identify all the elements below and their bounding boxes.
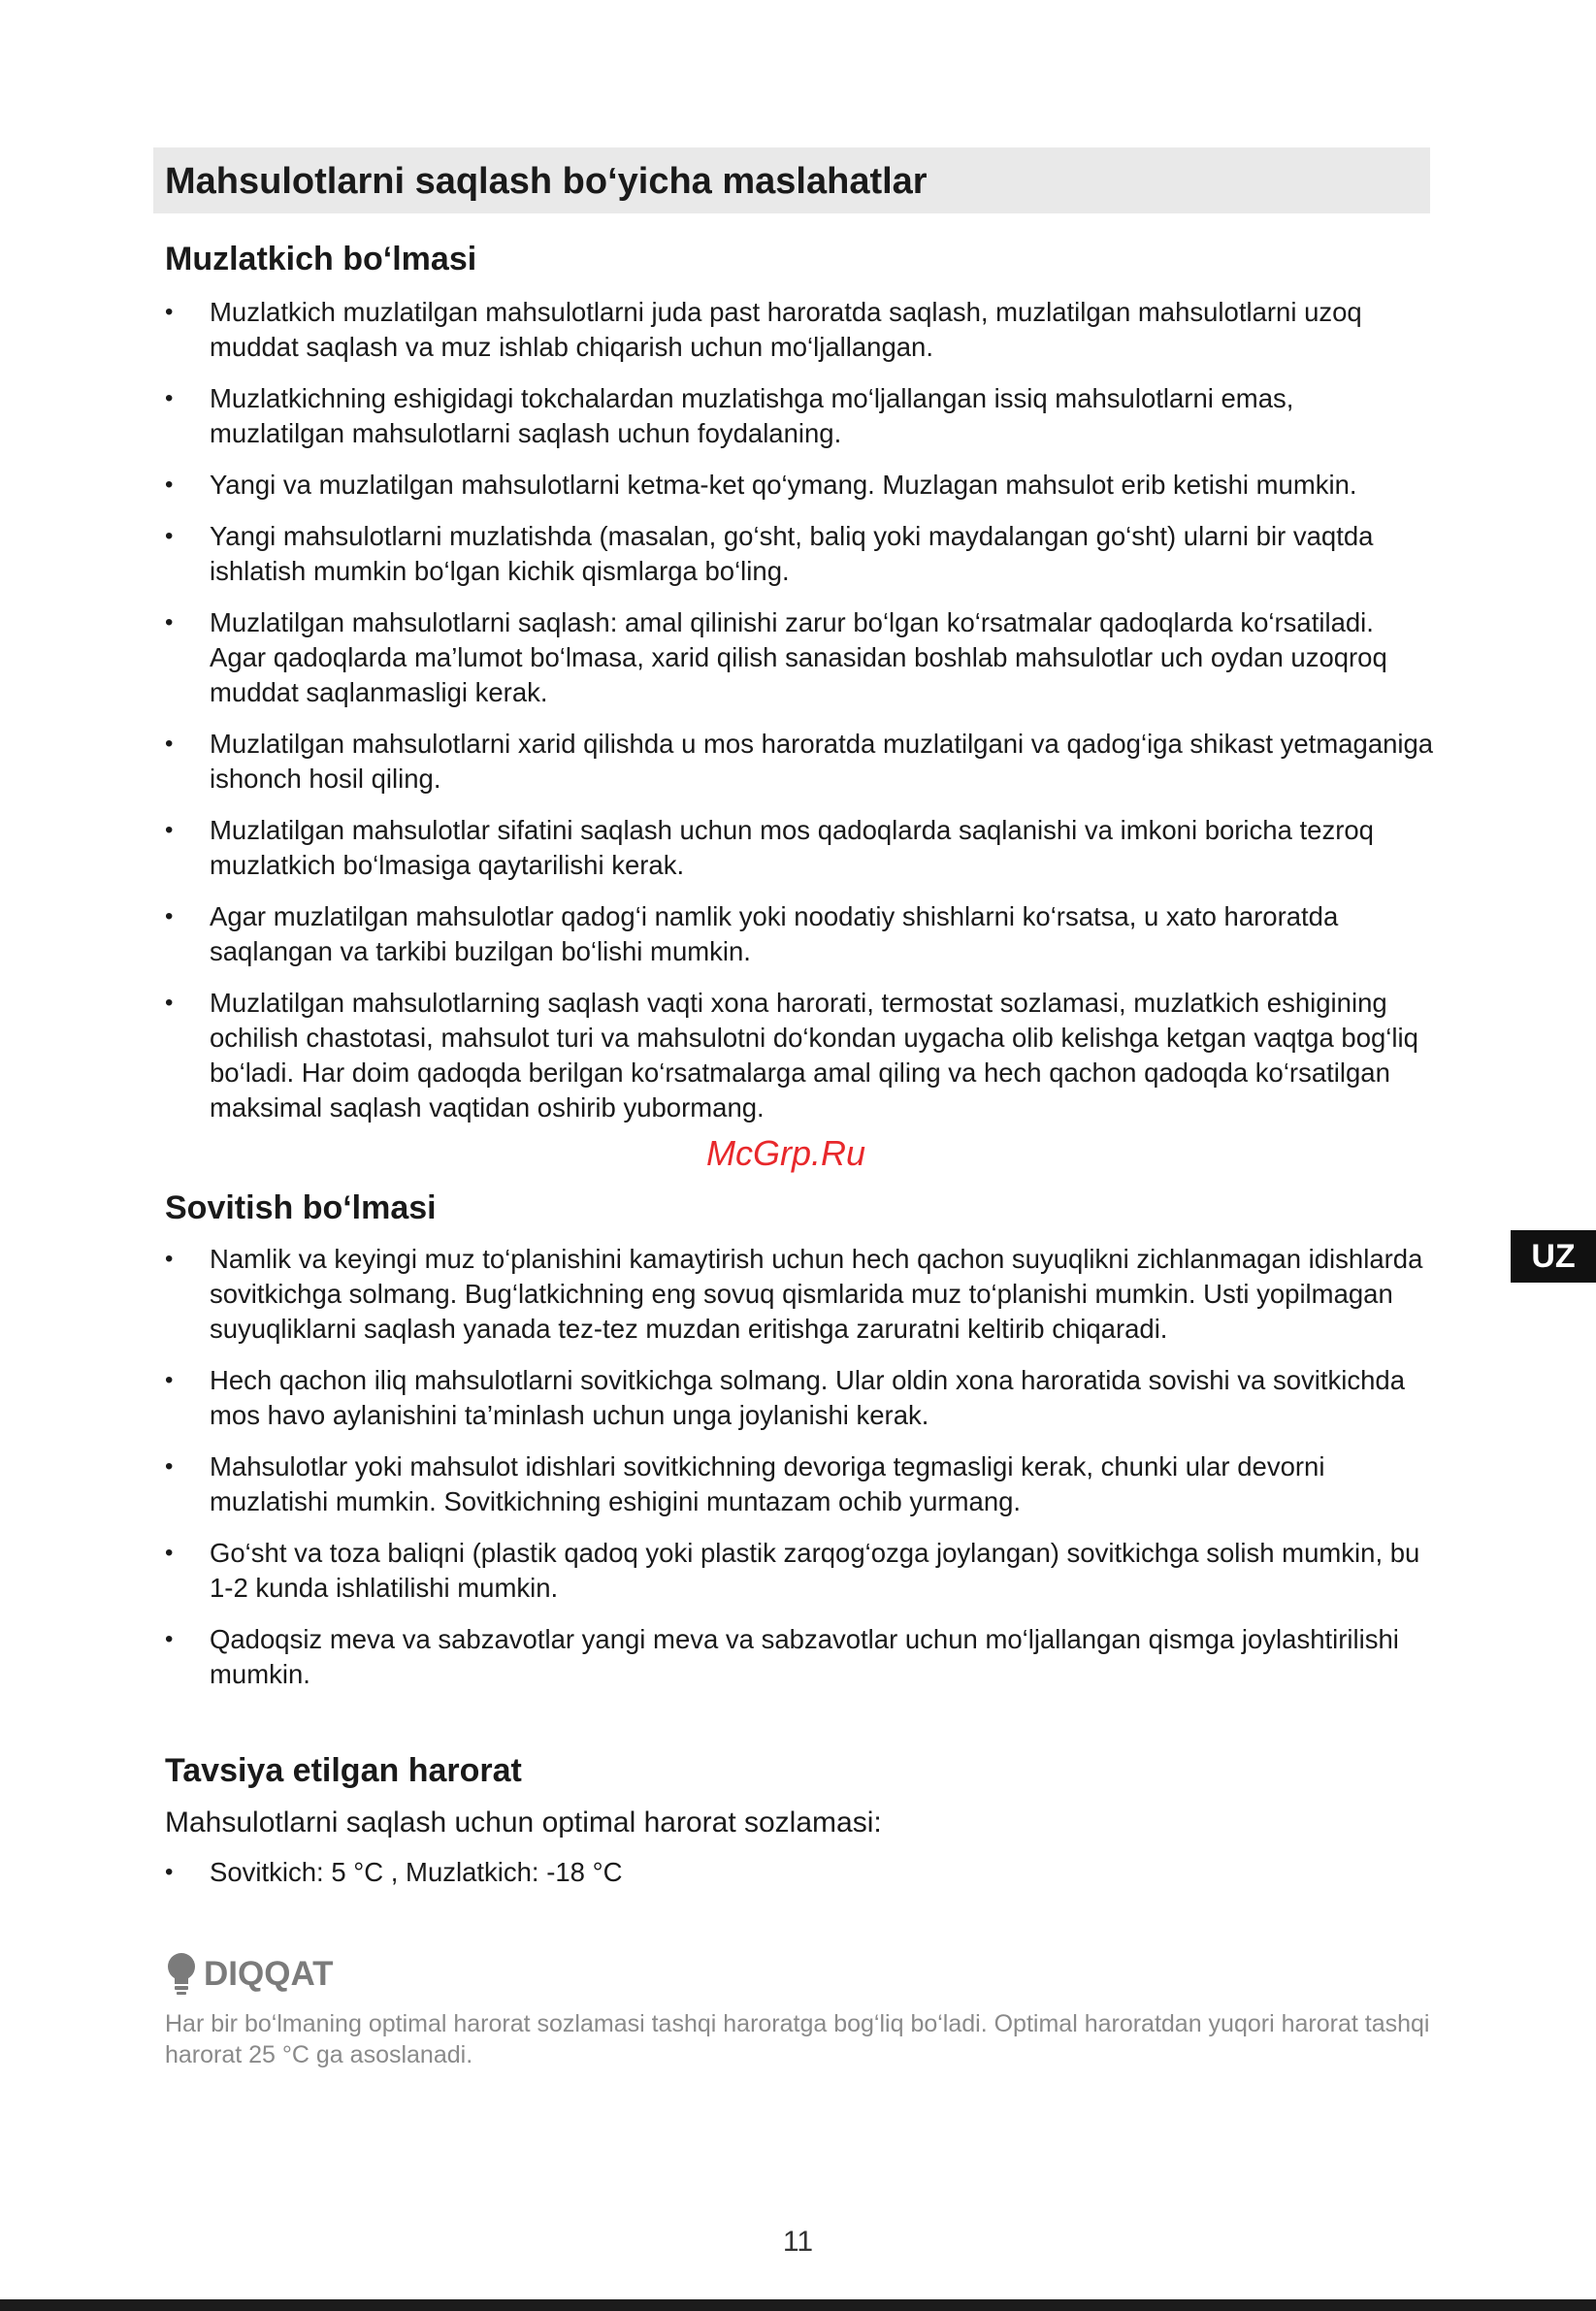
- bullet: •: [165, 523, 174, 549]
- lightbulb-icon: [165, 1951, 198, 1998]
- recommended-heading: Tavsiya etilgan harorat: [165, 1752, 522, 1789]
- bullet: •: [165, 609, 174, 635]
- list-item: • Qadoqsiz meva va sabzavotlar yangi meva va sabzavotlar uchun mo‘ljallangan qismga joylashtirilishi mumkin.: [165, 1624, 1399, 1689]
- bullet: •: [165, 1246, 174, 1272]
- watermark: McGrp.Ru: [706, 1133, 866, 1173]
- list-item: • Sovitkich: 5 °C , Muzlatkich: -18 °C: [165, 1855, 1436, 1890]
- list-item: • Muzlatilgan mahsulotlarning saqlash vaqti xona harorati, termostat sozlamasi, muzlatkich eshigining ochilish chastotasi, mahsulot turi va mahsulotni do‘kondan uygacha olib kelishga ketgan vaqtga bog‘liq bo‘ladi. Har doim qadoqda berilgan ko‘rsatmalarga amal qiling va hech qachon qadoqda ko‘rsatilgan maksimal saqlash vaqtidan oshirib yubormang.: [165, 988, 1418, 1123]
- recommended-list: [165, 1855, 1436, 1906]
- attention-block: [165, 1948, 1446, 2070]
- language-tab: UZ: [1511, 1230, 1596, 1283]
- bullet: •: [165, 990, 174, 1016]
- bullet: •: [165, 1453, 174, 1480]
- list-item: • Mahsulotlar yoki mahsulot idishlari sovitkichning devoriga tegmasligi kerak, chunki ular devorni muzlatishi mumkin. Sovitkichning eshigini muntazam ochib yurmang.: [165, 1451, 1325, 1516]
- list-item: • Muzlatilgan mahsulotlar sifatini saqlash uchun mos qadoqlarda saqlanishi va imkoni boricha tezroq muzlatkich bo‘lmasiga qaytarilishi kerak.: [165, 815, 1374, 880]
- list-item: • Namlik va keyingi muz to‘planishini kamaytirish uchun hech qachon suyuqlikni zichlanmagan idishlarda sovitkichga solmang. Bug‘latkichning eng sovuq qismlarida muz to‘planishi mumkin. Usti yopilmagan suyuqliklarni saqlash yanada tez-tez muzdan eritishga zaruratni keltirib chiqaradi.: [165, 1244, 1423, 1344]
- fridge-heading: Sovitish bo‘lmasi: [165, 1189, 437, 1226]
- recommended-intro: Mahsulotlarni saqlash uchun optimal harorat sozlamasi:: [165, 1806, 882, 1839]
- list-item: • Go‘sht va toza baliqni (plastik qadoq yoki plastik zarqog‘ozga joylangan) sovitkichga solish mumkin, bu 1-2 kunda ishlatilishi mumkin.: [165, 1538, 1420, 1603]
- page-number: 11: [782, 2226, 814, 2258]
- list-item: • Muzlatilgan mahsulotlarni saqlash: amal qilinishi zarur bo‘lgan ko‘rsatmalar qadoqlarda ko‘rsatiladi. Agar qadoqlarda ma’lumot bo‘lmasa, xarid qilish sanasidan boshlab mahsulotlar uch oydan uzoqroq muddat saqlanmasligi kerak.: [165, 607, 1387, 707]
- list-item: • Yangi mahsulotlarni muzlatishda (masalan, go‘sht, baliq yoki maydalangan go‘sht) ularni bir vaqtda ishlatish mumkin bo‘lgan kichik qismlarga bo‘ling.: [165, 521, 1374, 586]
- list-item: • Muzlatkichning eshigidagi tokchalardan muzlatishga mo‘ljallangan issiq mahsulotlarni emas, muzlatilgan mahsulotlarni saqlash uchun foydalaning.: [165, 383, 1294, 448]
- bullet: •: [165, 472, 174, 498]
- list-item: • Yangi va muzlatilgan mahsulotlarni ketma-ket qo‘ymang. Muzlagan mahsulot erib ketishi mumkin.: [165, 468, 1436, 503]
- list-item: • Agar muzlatilgan mahsulotlar qadog‘i namlik yoki noodatiy shishlarni ko‘rsatsa, u xato haroratda saqlangan va tarkibi buzilgan bo‘lishi mumkin.: [165, 901, 1339, 966]
- page-title: Mahsulotlarni saqlash bo‘yicha maslahatlar: [165, 161, 928, 202]
- freezer-list: [165, 295, 1436, 1142]
- attention-title: DIQQAT: [204, 1955, 334, 1993]
- bullet: •: [165, 903, 174, 929]
- attention-text: Har bir bo‘lmaning optimal harorat sozlamasi tashqi haroratga bog‘liq bo‘ladi. Optimal haroratdan yuqori harorat tashqi harorat 25 °C ga asoslanadi.: [165, 2010, 1430, 2068]
- bullet: •: [165, 1540, 174, 1566]
- bullet: •: [165, 1367, 174, 1393]
- bullet: •: [165, 385, 174, 411]
- list-item: • Muzlatilgan mahsulotlarni xarid qilishda u mos haroratda muzlatilgani va qadog‘iga shikast yetmaganiga ishonch hosil qiling.: [165, 729, 1434, 794]
- attention-header: [165, 1948, 1446, 2001]
- fridge-list: [165, 1242, 1436, 1709]
- freezer-heading: Muzlatkich bo‘lmasi: [165, 241, 477, 277]
- bottom-rule: [0, 2299, 1596, 2311]
- bullet: •: [165, 299, 174, 325]
- bullet: •: [165, 817, 174, 843]
- bullet: •: [165, 1626, 174, 1652]
- bullet: •: [165, 731, 174, 757]
- list-item: • Hech qachon iliq mahsulotlarni sovitkichga solmang. Ular oldin xona haroratida sovishi va sovitkichda mos havo aylanishini ta’minlash uchun unga joylanishi kerak.: [165, 1365, 1406, 1430]
- bullet: •: [165, 1859, 174, 1885]
- list-item: • Muzlatkich muzlatilgan mahsulotlarni juda past haroratda saqlash, muzlatilgan mahsulotlarni uzoq muddat saqlash va muz ishlab chiqarish uchun mo‘ljallangan.: [165, 297, 1362, 362]
- page-title-bar: [153, 147, 1430, 213]
